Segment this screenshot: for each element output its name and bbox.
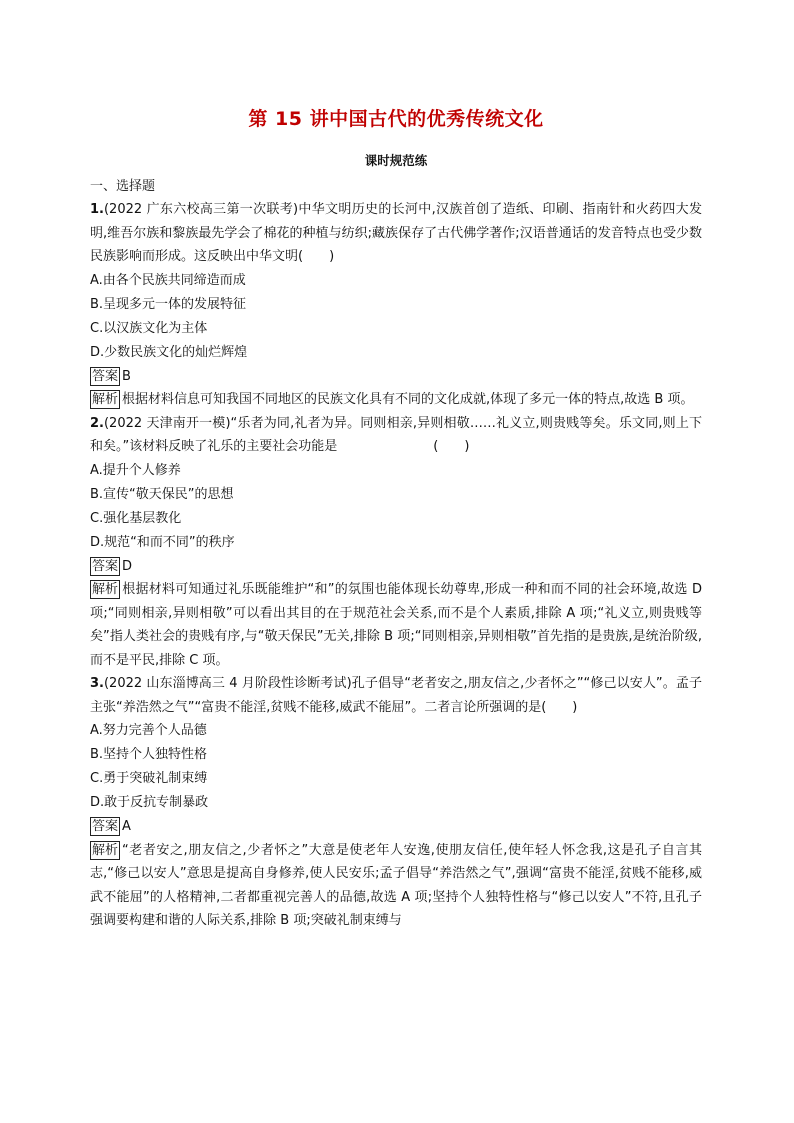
analysis-line	[90, 839, 702, 933]
section-heading: 一、选择题	[90, 179, 156, 194]
question-1	[90, 198, 702, 412]
document-page	[90, 104, 702, 933]
question-stem: 1.(2022 广东六校高三第一次联考)中华文明历史的长河中,汉族首创了造纸、印刷、指南针和火药四大发明,维吾尔族和黎族最先学会了棉花的种植与纺织;藏族保存了古代佛学著作;汉语普通话的发音特点也受少数民族影响而形成。这反映出中华文明( )	[90, 202, 702, 264]
option-d: D.规范“和而不同”的秩序	[90, 534, 235, 550]
option-c: C.以汉族文化为主体	[90, 320, 208, 336]
question-3	[90, 672, 702, 933]
option-c: C.强化基层教化	[90, 510, 182, 526]
option-b: B.坚持个人独特性格	[90, 747, 208, 762]
option-b: B.呈现多元一体的发展特征	[90, 296, 247, 312]
option-a: A.努力完善个人品德	[90, 723, 207, 738]
answer-blank: ( )	[433, 439, 470, 454]
answer-value: D	[122, 558, 133, 574]
analysis-text: “老者安之,朋友信之,少者怀之”大意是使老年人安逸,使朋友信任,使年轻人怀念我,这是孔子自言其志,“修己以安人”意思是提高自身修养,使人民安乐;孟子倡导“养浩然之气”,强调“富贵不能淫,贫贱不能移,威武不能屈”的人格精神,二者都重视完善人的品德,故选 A 项;坚持个人独特性格与“修己以安人”不符,且孔子强调要构建和谐的人际关系,排除 B 项;突破礼制束缚与	[90, 842, 702, 928]
option-d: D.少数民族文化的灿烂辉煌	[90, 344, 248, 360]
question-number: 3.	[90, 676, 104, 691]
answer-line	[90, 555, 702, 579]
page-title: 第 15 讲中国古代的优秀传统文化	[248, 108, 544, 130]
option-c: C.勇于突破礼制束缚	[90, 771, 208, 786]
answer-line	[90, 365, 702, 389]
answer-value: A	[122, 819, 131, 834]
page-subtitle: 课时规范练	[364, 153, 428, 168]
analysis-text: 根据材料可知通过礼乐既能维护“和”的氛围也能体现长幼尊卑,形成一种和而不同的社会环境,故选 D 项;“同则相亲,异则相敬”可以看出其目的在于规范社会关系,而不是个人素质,排除 A 项;“礼义立,则贵贱等矣”指人类社会的贵贱有序,与“敬天保民”无关,排除 B 项;“同则相亲,异则相敬”首先指的是贵族,是统治阶级,而不是平民,排除 C 项。	[90, 582, 702, 668]
analysis-tag: 解析	[92, 392, 119, 407]
analysis-text: 根据材料信息可知我国不同地区的民族文化具有不同的文化成就,体现了多元一体的特点,故选 B 项。	[122, 392, 694, 407]
analysis-tag: 解析	[92, 582, 119, 597]
question-number: 2.	[90, 415, 104, 431]
answer-tag: 答案	[92, 819, 119, 834]
answer-tag: 答案	[92, 368, 119, 384]
analysis-line	[90, 578, 702, 672]
answer-line	[90, 815, 702, 839]
question-stem: 2.(2022 天津南开一模)“乐者为同,礼者为异。同则相亲,异则相敬……礼义立,则贵贱等矣。乐文同,则上下和矣。”该材料反映了礼乐的主要社会功能是 ( )	[90, 415, 702, 454]
option-a: A.提升个人修养	[90, 462, 181, 478]
question-2	[90, 412, 702, 673]
option-b: B.宣传“敬天保民”的思想	[90, 486, 234, 502]
analysis-tag: 解析	[92, 842, 119, 858]
analysis-line	[90, 388, 702, 412]
answer-value: B	[122, 368, 131, 384]
answer-tag: 答案	[92, 558, 119, 574]
option-a: A.由各个民族共同缔造而成	[90, 272, 246, 288]
question-stem: 3.(2022 山东淄博高三 4 月阶段性诊断考试)孔子倡导“老者安之,朋友信之,少者怀之”“修己以安人”。孟子主张“养浩然之气”“富贵不能淫,贫贱不能移,威武不能屈”。二者言论所强调的是( )	[90, 676, 702, 715]
question-number: 1.	[90, 202, 104, 217]
option-d: D.敢于反抗专制暴政	[90, 795, 209, 810]
